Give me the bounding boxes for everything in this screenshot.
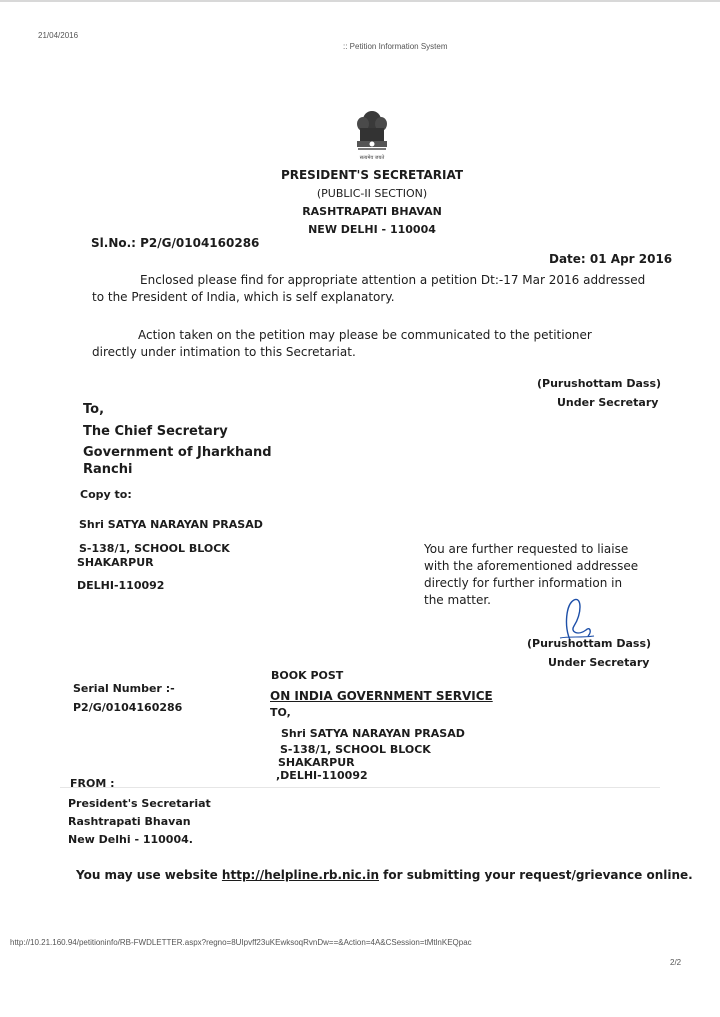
addressee-line-1: The Chief Secretary bbox=[83, 424, 228, 439]
print-date: 21/04/2016 bbox=[38, 31, 79, 40]
copy-address-1: S-138/1, SCHOOL BLOCK bbox=[79, 542, 230, 555]
serial-number: Sl.No.: P2/G/0104160286 bbox=[91, 236, 260, 250]
scan-top-edge bbox=[0, 0, 720, 2]
signatory-name: (Purushottam Dass) bbox=[537, 377, 662, 390]
section-name: (PUBLIC-II SECTION) bbox=[316, 187, 428, 200]
copy-address-3: DELHI-110092 bbox=[77, 579, 165, 592]
post-serial-value: P2/G/0104160286 bbox=[73, 701, 183, 714]
page-number: 2/2 bbox=[670, 958, 682, 967]
body-paragraph-2: Action taken on the petition may please be communicated to the petitioner directly under intimation to this Secretariat. bbox=[92, 328, 592, 359]
website-note bbox=[76, 868, 693, 882]
post-serial-label: Serial Number :- bbox=[73, 682, 175, 695]
signatory2-designation: Under Secretary bbox=[548, 656, 650, 669]
copy-address-2: SHAKARPUR bbox=[77, 556, 154, 569]
book-post-label: BOOK POST bbox=[271, 669, 344, 682]
letter-date: Date: 01 Apr 2016 bbox=[549, 252, 673, 266]
body-paragraph-1: Enclosed please find for appropriate attention a petition Dt:-17 Mar 2016 addressed to the President of India, which is self explanatory. bbox=[92, 273, 646, 304]
from-label: FROM : bbox=[70, 777, 115, 790]
post-name: Shri SATYA NARAYAN PRASAD bbox=[281, 727, 465, 740]
city-name: NEW DELHI - 110004 bbox=[308, 223, 436, 236]
post-address-3: ,DELHI-110092 bbox=[276, 769, 368, 782]
building-name: RASHTRAPATI BHAVAN bbox=[302, 205, 442, 218]
post-address-1: S-138/1, SCHOOL BLOCK bbox=[280, 743, 431, 756]
copy-to-label: Copy to: bbox=[80, 488, 132, 501]
signatory-designation: Under Secretary bbox=[557, 396, 659, 409]
liaise-note: You are further requested to liaise with the aforementioned addressee directly for further information in the matter. bbox=[424, 542, 639, 607]
post-to-label: TO, bbox=[270, 706, 291, 719]
website-note-post: for submitting your request/grievance online. bbox=[379, 868, 693, 882]
copy-name: Shri SATYA NARAYAN PRASAD bbox=[79, 518, 263, 531]
from-line-2: Rashtrapati Bhavan bbox=[68, 815, 191, 828]
print-url: http://10.21.160.94/petitioninfo/RB-FWDLETTER.aspx?regno=8UIpvff23uKEwksoqRvnDw==&Action=4A&CSession=tMtlnKEQpac bbox=[10, 938, 472, 947]
emblem-caption: सत्यमेव जयते bbox=[359, 155, 385, 161]
from-line-1: President's Secretariat bbox=[68, 797, 211, 810]
from-line-3: New Delhi - 110004. bbox=[68, 833, 193, 846]
national-emblem-icon bbox=[352, 108, 392, 166]
system-title: :: Petition Information System bbox=[343, 42, 448, 51]
fold-line bbox=[60, 787, 660, 788]
post-address-2: SHAKARPUR bbox=[278, 756, 355, 769]
website-note-pre: You may use website bbox=[76, 868, 222, 882]
addressee-line-2: Government of Jharkhand bbox=[83, 445, 272, 460]
addressee-line-3: Ranchi bbox=[83, 462, 133, 477]
office-name: PRESIDENT'S SECRETARIAT bbox=[280, 168, 464, 182]
helpline-link[interactable]: http://helpline.rb.nic.in bbox=[221, 868, 379, 882]
service-label: ON INDIA GOVERNMENT SERVICE bbox=[270, 689, 493, 703]
to-label: To, bbox=[83, 402, 105, 417]
signatory2-name: (Purushottam Dass) bbox=[527, 637, 652, 650]
